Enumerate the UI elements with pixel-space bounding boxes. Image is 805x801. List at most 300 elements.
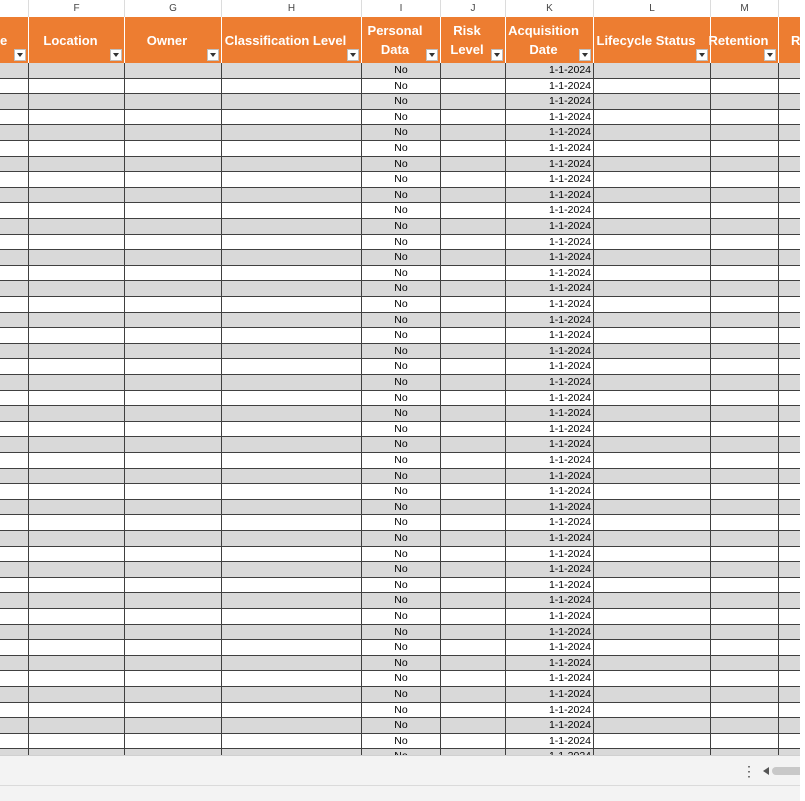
cell-classification-level[interactable] bbox=[222, 703, 362, 719]
cell-lifecycle-status[interactable] bbox=[594, 500, 711, 516]
cell-lifecycle-status[interactable] bbox=[594, 219, 711, 235]
cell-classification-level[interactable] bbox=[222, 63, 362, 79]
cell-acquisition-date[interactable]: 1-1-2024 bbox=[506, 79, 594, 95]
cell-risk-level[interactable] bbox=[441, 687, 506, 703]
cell-lifecycle-status[interactable] bbox=[594, 406, 711, 422]
cell-retention[interactable] bbox=[711, 500, 779, 516]
cell-r[interactable] bbox=[779, 94, 800, 110]
cell-risk-level[interactable] bbox=[441, 219, 506, 235]
cell-personal-data[interactable]: No bbox=[362, 141, 441, 157]
cell-retention[interactable] bbox=[711, 609, 779, 625]
cell-e[interactable] bbox=[0, 110, 29, 126]
cell-lifecycle-status[interactable] bbox=[594, 422, 711, 438]
cell-e[interactable] bbox=[0, 609, 29, 625]
cell-e[interactable] bbox=[0, 313, 29, 329]
cell-owner[interactable] bbox=[125, 718, 222, 734]
cell-retention[interactable] bbox=[711, 297, 779, 313]
cell-classification-level[interactable] bbox=[222, 359, 362, 375]
cell-retention[interactable] bbox=[711, 734, 779, 750]
cell-r[interactable] bbox=[779, 562, 800, 578]
cell-e[interactable] bbox=[0, 219, 29, 235]
cell-r[interactable] bbox=[779, 500, 800, 516]
cell-personal-data[interactable]: No bbox=[362, 437, 441, 453]
cell-location[interactable] bbox=[29, 79, 125, 95]
cell-retention[interactable] bbox=[711, 718, 779, 734]
cell-retention[interactable] bbox=[711, 656, 779, 672]
cell-retention[interactable] bbox=[711, 562, 779, 578]
cell-personal-data[interactable]: No bbox=[362, 281, 441, 297]
cell-e[interactable] bbox=[0, 344, 29, 360]
cell-classification-level[interactable] bbox=[222, 141, 362, 157]
cell-r[interactable] bbox=[779, 453, 800, 469]
cell-r[interactable] bbox=[779, 515, 800, 531]
cell-lifecycle-status[interactable] bbox=[594, 671, 711, 687]
cell-lifecycle-status[interactable] bbox=[594, 687, 711, 703]
cell-location[interactable] bbox=[29, 281, 125, 297]
cell-personal-data[interactable]: No bbox=[362, 313, 441, 329]
cell-acquisition-date[interactable]: 1-1-2024 bbox=[506, 141, 594, 157]
cell-retention[interactable] bbox=[711, 313, 779, 329]
cell-e[interactable] bbox=[0, 94, 29, 110]
cell-owner[interactable] bbox=[125, 609, 222, 625]
cell-owner[interactable] bbox=[125, 703, 222, 719]
cell-e[interactable] bbox=[0, 297, 29, 313]
cell-acquisition-date[interactable]: 1-1-2024 bbox=[506, 297, 594, 313]
cell-risk-level[interactable] bbox=[441, 453, 506, 469]
filter-button[interactable] bbox=[347, 49, 359, 61]
cell-risk-level[interactable] bbox=[441, 734, 506, 750]
cell-classification-level[interactable] bbox=[222, 375, 362, 391]
cell-owner[interactable] bbox=[125, 235, 222, 251]
cell-classification-level[interactable] bbox=[222, 578, 362, 594]
cell-personal-data[interactable]: No bbox=[362, 235, 441, 251]
cell-location[interactable] bbox=[29, 141, 125, 157]
cell-e[interactable] bbox=[0, 281, 29, 297]
cell-retention[interactable] bbox=[711, 469, 779, 485]
cell-retention[interactable] bbox=[711, 625, 779, 641]
cell-location[interactable] bbox=[29, 593, 125, 609]
cell-classification-level[interactable] bbox=[222, 219, 362, 235]
cell-owner[interactable] bbox=[125, 734, 222, 750]
cell-lifecycle-status[interactable] bbox=[594, 609, 711, 625]
cell-retention[interactable] bbox=[711, 328, 779, 344]
cell-lifecycle-status[interactable] bbox=[594, 375, 711, 391]
cell-lifecycle-status[interactable] bbox=[594, 328, 711, 344]
cell-r[interactable] bbox=[779, 141, 800, 157]
cell-location[interactable] bbox=[29, 422, 125, 438]
cell-acquisition-date[interactable]: 1-1-2024 bbox=[506, 344, 594, 360]
cell-lifecycle-status[interactable] bbox=[594, 718, 711, 734]
cell-r[interactable] bbox=[779, 656, 800, 672]
cell-lifecycle-status[interactable] bbox=[594, 484, 711, 500]
cell-r[interactable] bbox=[779, 640, 800, 656]
cell-personal-data[interactable]: No bbox=[362, 703, 441, 719]
cell-classification-level[interactable] bbox=[222, 79, 362, 95]
filter-button[interactable] bbox=[579, 49, 591, 61]
cell-personal-data[interactable]: No bbox=[362, 172, 441, 188]
cell-e[interactable] bbox=[0, 328, 29, 344]
cell-location[interactable] bbox=[29, 219, 125, 235]
cell-lifecycle-status[interactable] bbox=[594, 110, 711, 126]
cell-personal-data[interactable]: No bbox=[362, 687, 441, 703]
cell-owner[interactable] bbox=[125, 141, 222, 157]
cell-owner[interactable] bbox=[125, 671, 222, 687]
cell-acquisition-date[interactable]: 1-1-2024 bbox=[506, 172, 594, 188]
cell-e[interactable] bbox=[0, 250, 29, 266]
cell-retention[interactable] bbox=[711, 453, 779, 469]
cell-lifecycle-status[interactable] bbox=[594, 703, 711, 719]
cell-location[interactable] bbox=[29, 453, 125, 469]
cell-retention[interactable] bbox=[711, 375, 779, 391]
cell-classification-level[interactable] bbox=[222, 94, 362, 110]
cell-retention[interactable] bbox=[711, 406, 779, 422]
cell-r[interactable] bbox=[779, 547, 800, 563]
cell-personal-data[interactable]: No bbox=[362, 609, 441, 625]
cell-retention[interactable] bbox=[711, 391, 779, 407]
cell-risk-level[interactable] bbox=[441, 406, 506, 422]
cell-r[interactable] bbox=[779, 437, 800, 453]
cell-risk-level[interactable] bbox=[441, 469, 506, 485]
cell-personal-data[interactable]: No bbox=[362, 656, 441, 672]
cell-risk-level[interactable] bbox=[441, 703, 506, 719]
cell-risk-level[interactable] bbox=[441, 63, 506, 79]
cell-classification-level[interactable] bbox=[222, 328, 362, 344]
cell-classification-level[interactable] bbox=[222, 203, 362, 219]
cell-e[interactable] bbox=[0, 172, 29, 188]
cell-owner[interactable] bbox=[125, 94, 222, 110]
cell-retention[interactable] bbox=[711, 593, 779, 609]
cell-risk-level[interactable] bbox=[441, 203, 506, 219]
cell-retention[interactable] bbox=[711, 125, 779, 141]
cell-acquisition-date[interactable]: 1-1-2024 bbox=[506, 453, 594, 469]
cell-owner[interactable] bbox=[125, 188, 222, 204]
cell-e[interactable] bbox=[0, 718, 29, 734]
cell-retention[interactable] bbox=[711, 172, 779, 188]
column-letter-e[interactable] bbox=[0, 0, 29, 17]
cell-acquisition-date[interactable]: 1-1-2024 bbox=[506, 422, 594, 438]
cell-classification-level[interactable] bbox=[222, 437, 362, 453]
cell-risk-level[interactable] bbox=[441, 625, 506, 641]
cell-classification-level[interactable] bbox=[222, 266, 362, 282]
cell-risk-level[interactable] bbox=[441, 500, 506, 516]
cell-location[interactable] bbox=[29, 531, 125, 547]
cell-e[interactable] bbox=[0, 656, 29, 672]
cell-lifecycle-status[interactable] bbox=[594, 531, 711, 547]
cell-owner[interactable] bbox=[125, 328, 222, 344]
cell-risk-level[interactable] bbox=[441, 250, 506, 266]
cell-r[interactable] bbox=[779, 375, 800, 391]
cell-personal-data[interactable]: No bbox=[362, 640, 441, 656]
cell-location[interactable] bbox=[29, 203, 125, 219]
cell-risk-level[interactable] bbox=[441, 656, 506, 672]
cell-risk-level[interactable] bbox=[441, 531, 506, 547]
cell-location[interactable] bbox=[29, 687, 125, 703]
cell-retention[interactable] bbox=[711, 188, 779, 204]
cell-lifecycle-status[interactable] bbox=[594, 344, 711, 360]
cell-location[interactable] bbox=[29, 297, 125, 313]
column-letter-n[interactable] bbox=[779, 0, 800, 17]
cell-e[interactable] bbox=[0, 125, 29, 141]
vertical-ellipsis-icon[interactable]: ⋮ bbox=[742, 763, 756, 779]
cell-personal-data[interactable]: No bbox=[362, 625, 441, 641]
cell-retention[interactable] bbox=[711, 250, 779, 266]
cell-risk-level[interactable] bbox=[441, 188, 506, 204]
cell-r[interactable] bbox=[779, 703, 800, 719]
cell-risk-level[interactable] bbox=[441, 562, 506, 578]
cell-owner[interactable] bbox=[125, 297, 222, 313]
cell-classification-level[interactable] bbox=[222, 718, 362, 734]
cell-lifecycle-status[interactable] bbox=[594, 469, 711, 485]
filter-button[interactable] bbox=[110, 49, 122, 61]
filter-button[interactable] bbox=[764, 49, 776, 61]
cell-acquisition-date[interactable]: 1-1-2024 bbox=[506, 203, 594, 219]
cell-risk-level[interactable] bbox=[441, 422, 506, 438]
cell-lifecycle-status[interactable] bbox=[594, 734, 711, 750]
cell-lifecycle-status[interactable] bbox=[594, 125, 711, 141]
cell-acquisition-date[interactable]: 1-1-2024 bbox=[506, 188, 594, 204]
cell-lifecycle-status[interactable] bbox=[594, 578, 711, 594]
cell-location[interactable] bbox=[29, 500, 125, 516]
cell-risk-level[interactable] bbox=[441, 437, 506, 453]
cell-personal-data[interactable]: No bbox=[362, 484, 441, 500]
cell-owner[interactable] bbox=[125, 687, 222, 703]
cell-personal-data[interactable]: No bbox=[362, 297, 441, 313]
cell-risk-level[interactable] bbox=[441, 375, 506, 391]
cell-owner[interactable] bbox=[125, 484, 222, 500]
cell-lifecycle-status[interactable] bbox=[594, 547, 711, 563]
cell-acquisition-date[interactable]: 1-1-2024 bbox=[506, 531, 594, 547]
cell-classification-level[interactable] bbox=[222, 734, 362, 750]
cell-owner[interactable] bbox=[125, 266, 222, 282]
cell-owner[interactable] bbox=[125, 172, 222, 188]
cell-lifecycle-status[interactable] bbox=[594, 203, 711, 219]
cell-retention[interactable] bbox=[711, 437, 779, 453]
cell-acquisition-date[interactable]: 1-1-2024 bbox=[506, 547, 594, 563]
cell-personal-data[interactable]: No bbox=[362, 562, 441, 578]
cell-e[interactable] bbox=[0, 141, 29, 157]
cell-e[interactable] bbox=[0, 734, 29, 750]
cell-location[interactable] bbox=[29, 515, 125, 531]
cell-acquisition-date[interactable]: 1-1-2024 bbox=[506, 484, 594, 500]
cell-acquisition-date[interactable]: 1-1-2024 bbox=[506, 63, 594, 79]
cell-lifecycle-status[interactable] bbox=[594, 453, 711, 469]
cell-r[interactable] bbox=[779, 188, 800, 204]
cell-r[interactable] bbox=[779, 250, 800, 266]
column-letter-f[interactable]: F bbox=[29, 0, 125, 17]
cell-r[interactable] bbox=[779, 609, 800, 625]
cell-classification-level[interactable] bbox=[222, 625, 362, 641]
cell-r[interactable] bbox=[779, 593, 800, 609]
cell-retention[interactable] bbox=[711, 266, 779, 282]
cell-r[interactable] bbox=[779, 359, 800, 375]
cell-r[interactable] bbox=[779, 313, 800, 329]
cell-e[interactable] bbox=[0, 469, 29, 485]
cell-acquisition-date[interactable]: 1-1-2024 bbox=[506, 703, 594, 719]
filter-button[interactable] bbox=[426, 49, 438, 61]
cell-lifecycle-status[interactable] bbox=[594, 63, 711, 79]
cell-e[interactable] bbox=[0, 640, 29, 656]
cell-owner[interactable] bbox=[125, 406, 222, 422]
cell-personal-data[interactable]: No bbox=[362, 406, 441, 422]
cell-location[interactable] bbox=[29, 562, 125, 578]
cell-owner[interactable] bbox=[125, 437, 222, 453]
cell-personal-data[interactable]: No bbox=[362, 578, 441, 594]
cell-acquisition-date[interactable]: 1-1-2024 bbox=[506, 281, 594, 297]
cell-acquisition-date[interactable]: 1-1-2024 bbox=[506, 250, 594, 266]
cell-personal-data[interactable]: No bbox=[362, 125, 441, 141]
cell-r[interactable] bbox=[779, 297, 800, 313]
cell-owner[interactable] bbox=[125, 281, 222, 297]
cell-lifecycle-status[interactable] bbox=[594, 79, 711, 95]
cell-classification-level[interactable] bbox=[222, 593, 362, 609]
cell-location[interactable] bbox=[29, 328, 125, 344]
cell-lifecycle-status[interactable] bbox=[594, 313, 711, 329]
cell-location[interactable] bbox=[29, 703, 125, 719]
horizontal-scrollbar[interactable] bbox=[772, 767, 800, 775]
cell-acquisition-date[interactable]: 1-1-2024 bbox=[506, 110, 594, 126]
cell-acquisition-date[interactable]: 1-1-2024 bbox=[506, 219, 594, 235]
cell-acquisition-date[interactable]: 1-1-2024 bbox=[506, 406, 594, 422]
cell-owner[interactable] bbox=[125, 656, 222, 672]
cell-retention[interactable] bbox=[711, 157, 779, 173]
cell-r[interactable] bbox=[779, 63, 800, 79]
cell-owner[interactable] bbox=[125, 453, 222, 469]
cell-r[interactable] bbox=[779, 344, 800, 360]
cell-risk-level[interactable] bbox=[441, 609, 506, 625]
cell-personal-data[interactable]: No bbox=[362, 500, 441, 516]
cell-location[interactable] bbox=[29, 94, 125, 110]
cell-location[interactable] bbox=[29, 484, 125, 500]
cell-personal-data[interactable]: No bbox=[362, 734, 441, 750]
cell-risk-level[interactable] bbox=[441, 94, 506, 110]
cell-classification-level[interactable] bbox=[222, 687, 362, 703]
cell-acquisition-date[interactable]: 1-1-2024 bbox=[506, 359, 594, 375]
cell-owner[interactable] bbox=[125, 422, 222, 438]
cell-personal-data[interactable]: No bbox=[362, 671, 441, 687]
cell-e[interactable] bbox=[0, 484, 29, 500]
cell-classification-level[interactable] bbox=[222, 297, 362, 313]
cell-retention[interactable] bbox=[711, 578, 779, 594]
cell-r[interactable] bbox=[779, 110, 800, 126]
cell-lifecycle-status[interactable] bbox=[594, 640, 711, 656]
cell-personal-data[interactable]: No bbox=[362, 359, 441, 375]
cell-classification-level[interactable] bbox=[222, 172, 362, 188]
cell-personal-data[interactable]: No bbox=[362, 469, 441, 485]
cell-personal-data[interactable]: No bbox=[362, 718, 441, 734]
cell-lifecycle-status[interactable] bbox=[594, 172, 711, 188]
cell-lifecycle-status[interactable] bbox=[594, 515, 711, 531]
cell-lifecycle-status[interactable] bbox=[594, 593, 711, 609]
cell-acquisition-date[interactable]: 1-1-2024 bbox=[506, 578, 594, 594]
cell-e[interactable] bbox=[0, 406, 29, 422]
cell-classification-level[interactable] bbox=[222, 484, 362, 500]
cell-retention[interactable] bbox=[711, 235, 779, 251]
cell-e[interactable] bbox=[0, 422, 29, 438]
cell-personal-data[interactable]: No bbox=[362, 391, 441, 407]
cell-r[interactable] bbox=[779, 79, 800, 95]
cell-r[interactable] bbox=[779, 157, 800, 173]
cell-risk-level[interactable] bbox=[441, 344, 506, 360]
cell-owner[interactable] bbox=[125, 531, 222, 547]
cell-acquisition-date[interactable]: 1-1-2024 bbox=[506, 609, 594, 625]
cell-personal-data[interactable]: No bbox=[362, 422, 441, 438]
cell-classification-level[interactable] bbox=[222, 344, 362, 360]
cell-owner[interactable] bbox=[125, 562, 222, 578]
cell-acquisition-date[interactable]: 1-1-2024 bbox=[506, 313, 594, 329]
cell-risk-level[interactable] bbox=[441, 547, 506, 563]
column-letter-g[interactable]: G bbox=[125, 0, 222, 17]
cell-retention[interactable] bbox=[711, 110, 779, 126]
cell-acquisition-date[interactable]: 1-1-2024 bbox=[506, 157, 594, 173]
cell-personal-data[interactable]: No bbox=[362, 203, 441, 219]
cell-acquisition-date[interactable]: 1-1-2024 bbox=[506, 718, 594, 734]
cell-e[interactable] bbox=[0, 593, 29, 609]
cell-owner[interactable] bbox=[125, 110, 222, 126]
cell-e[interactable] bbox=[0, 547, 29, 563]
cell-r[interactable] bbox=[779, 671, 800, 687]
column-letter-i[interactable]: I bbox=[362, 0, 441, 17]
cell-e[interactable] bbox=[0, 578, 29, 594]
cell-personal-data[interactable]: No bbox=[362, 63, 441, 79]
cell-acquisition-date[interactable]: 1-1-2024 bbox=[506, 235, 594, 251]
cell-location[interactable] bbox=[29, 359, 125, 375]
cell-personal-data[interactable]: No bbox=[362, 547, 441, 563]
cell-e[interactable] bbox=[0, 63, 29, 79]
cell-owner[interactable] bbox=[125, 313, 222, 329]
cell-location[interactable] bbox=[29, 437, 125, 453]
cell-location[interactable] bbox=[29, 734, 125, 750]
filter-button[interactable] bbox=[14, 49, 26, 61]
cell-e[interactable] bbox=[0, 671, 29, 687]
cell-location[interactable] bbox=[29, 625, 125, 641]
cell-e[interactable] bbox=[0, 453, 29, 469]
cell-personal-data[interactable]: No bbox=[362, 250, 441, 266]
cell-personal-data[interactable]: No bbox=[362, 266, 441, 282]
cell-r[interactable] bbox=[779, 203, 800, 219]
cell-r[interactable] bbox=[779, 281, 800, 297]
cell-classification-level[interactable] bbox=[222, 562, 362, 578]
cell-acquisition-date[interactable]: 1-1-2024 bbox=[506, 734, 594, 750]
cell-classification-level[interactable] bbox=[222, 391, 362, 407]
cell-location[interactable] bbox=[29, 609, 125, 625]
cell-classification-level[interactable] bbox=[222, 313, 362, 329]
cell-acquisition-date[interactable]: 1-1-2024 bbox=[506, 266, 594, 282]
cell-personal-data[interactable]: No bbox=[362, 531, 441, 547]
cell-location[interactable] bbox=[29, 578, 125, 594]
cell-e[interactable] bbox=[0, 562, 29, 578]
cell-classification-level[interactable] bbox=[222, 656, 362, 672]
cell-retention[interactable] bbox=[711, 687, 779, 703]
cell-risk-level[interactable] bbox=[441, 359, 506, 375]
cell-acquisition-date[interactable]: 1-1-2024 bbox=[506, 671, 594, 687]
cell-classification-level[interactable] bbox=[222, 422, 362, 438]
cell-personal-data[interactable]: No bbox=[362, 344, 441, 360]
cell-risk-level[interactable] bbox=[441, 110, 506, 126]
cell-owner[interactable] bbox=[125, 125, 222, 141]
cell-retention[interactable] bbox=[711, 640, 779, 656]
cell-acquisition-date[interactable]: 1-1-2024 bbox=[506, 375, 594, 391]
cell-retention[interactable] bbox=[711, 203, 779, 219]
cell-e[interactable] bbox=[0, 188, 29, 204]
cell-r[interactable] bbox=[779, 406, 800, 422]
cell-personal-data[interactable]: No bbox=[362, 110, 441, 126]
cell-acquisition-date[interactable]: 1-1-2024 bbox=[506, 515, 594, 531]
cell-e[interactable] bbox=[0, 375, 29, 391]
cell-e[interactable] bbox=[0, 203, 29, 219]
cell-retention[interactable] bbox=[711, 79, 779, 95]
cell-owner[interactable] bbox=[125, 625, 222, 641]
cell-classification-level[interactable] bbox=[222, 250, 362, 266]
